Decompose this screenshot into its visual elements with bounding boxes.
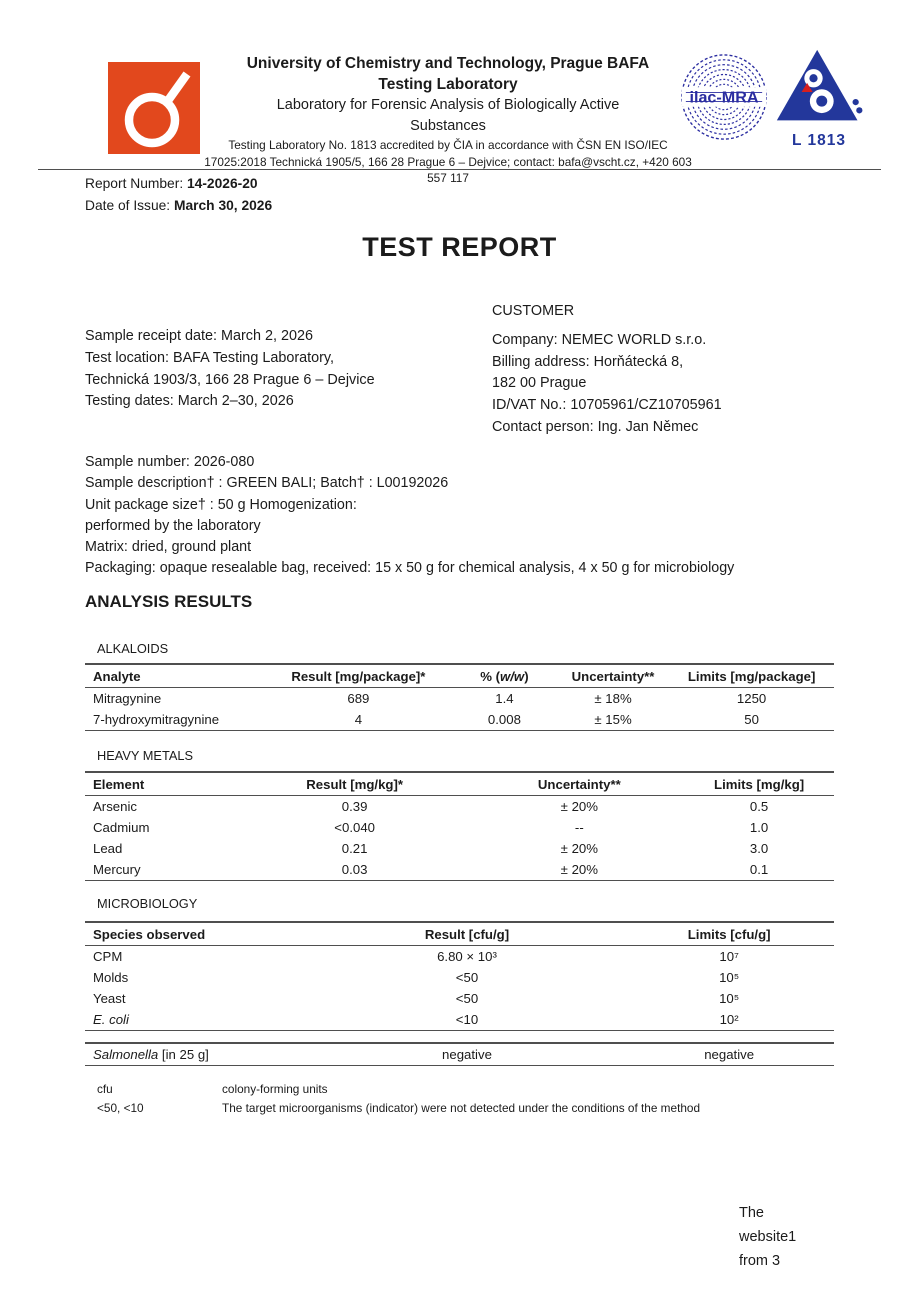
column-header-analyte: Analyte xyxy=(85,664,265,688)
lab-subtitle-line: Substances xyxy=(410,118,486,134)
heavy-metals-table xyxy=(85,771,834,881)
table-cell: 50 xyxy=(744,712,759,727)
table-cell: ± 20% xyxy=(560,799,598,814)
table-cell: ± 18% xyxy=(594,691,632,706)
analysis-results-heading: ANALYSIS RESULTS xyxy=(85,592,253,611)
table-row xyxy=(85,859,834,881)
table-cell: CPM xyxy=(93,949,123,964)
table-cell: 0.03 xyxy=(341,862,368,877)
table-header-row xyxy=(85,772,834,796)
cia-glyph-dot-center xyxy=(809,74,817,82)
ilac-mra-text: ilac-MRA xyxy=(689,88,759,107)
table-cell-species xyxy=(85,1043,310,1066)
header-divider xyxy=(38,169,881,170)
table-cell: 7-hydroxymitragynine xyxy=(93,712,220,727)
column-header-uncertainty: Uncertainty** xyxy=(474,772,684,796)
table-cell: Cadmium xyxy=(93,820,150,835)
date-of-issue-value: March 30, 2026 xyxy=(173,197,273,213)
table-cell: 6.80 × 10³ xyxy=(437,949,497,964)
report-number-value: 14-2026-20 xyxy=(186,176,258,191)
sample-detail-line: Sample number: 2026-080 xyxy=(85,454,255,470)
cia-triangle-logo xyxy=(775,47,863,126)
cia-dot xyxy=(856,107,862,113)
table-cell: 10⁷ xyxy=(719,949,739,964)
microbiology-table xyxy=(85,921,834,1031)
sample-detail-line: Matrix: dried, ground plant xyxy=(85,539,252,556)
salmonella-table xyxy=(85,1042,834,1066)
report-number-line xyxy=(85,173,272,195)
table-cell: <0.040 xyxy=(334,820,375,835)
table-cell: <50 xyxy=(455,970,479,985)
footnote-definition: The target microorganisms (indicator) were not detected under the conditions of the method xyxy=(222,1100,701,1115)
column-header-limits: Limits [mg/kg] xyxy=(684,772,834,796)
sample-info-block xyxy=(85,326,475,413)
table-cell: 1.4 xyxy=(495,691,514,706)
table-cell: 1250 xyxy=(736,691,767,706)
ilac-mra-logo xyxy=(679,52,769,142)
column-header-element: Element xyxy=(85,772,235,796)
report-meta xyxy=(85,173,272,216)
column-header-uncertainty: Uncertainty** xyxy=(557,664,669,688)
lab-subtitle-line: Laboratory for Forensic Analysis of Biologically Active xyxy=(276,97,620,113)
column-header-percent-ww: % (w/w) xyxy=(452,664,557,688)
table-cell: ± 20% xyxy=(560,841,598,856)
table-cell: 0.39 xyxy=(341,799,368,814)
table-cell: negative xyxy=(442,1047,492,1062)
table-cell: 10⁵ xyxy=(719,991,740,1006)
table-cell: 689 xyxy=(347,691,370,706)
footnote-row xyxy=(97,1080,817,1099)
column-header-species: Species observed xyxy=(85,922,310,946)
footnote-term: cfu xyxy=(97,1082,113,1096)
table-cell: 4 xyxy=(354,712,363,727)
accreditation-phone: 557 117 xyxy=(427,171,469,185)
sample-detail-line: Packaging: opaque resealable bag, received: 15 x 50 g for chemical analysis, 4 x 50 g for microbiology xyxy=(85,560,735,577)
table-cell: ± 20% xyxy=(560,862,598,877)
footnote-definition: colony-forming units xyxy=(222,1082,328,1096)
table-row xyxy=(85,817,834,838)
page-title: TEST REPORT xyxy=(362,232,557,262)
table-header-row xyxy=(85,922,834,946)
salmonella-name: Salmonella xyxy=(93,1047,159,1062)
table-cell: -- xyxy=(574,820,584,835)
table-cell: negative xyxy=(704,1047,755,1062)
customer-line: ID/VAT No.: 10705961/CZ10705961 xyxy=(492,397,722,414)
alkaloids-label: ALKALOIDS xyxy=(97,641,169,656)
table-cell: Mercury xyxy=(93,862,141,877)
lab-header xyxy=(170,54,726,187)
table-cell: E. coli xyxy=(93,1012,129,1027)
customer-line: Contact person: Ing. Jan Němec xyxy=(492,418,699,435)
sample-info-line: Testing dates: March 2–30, 2026 xyxy=(85,393,294,410)
table-cell: Mitragynine xyxy=(93,691,162,706)
cia-accreditation-mark xyxy=(774,47,864,150)
footnotes-block xyxy=(97,1080,817,1117)
table-row xyxy=(85,988,834,1009)
column-header-limits: Limits [mg/package] xyxy=(669,664,834,688)
customer-line: Billing address: Horňátecká 8, xyxy=(492,353,684,370)
sample-details-block xyxy=(85,452,875,580)
table-row xyxy=(85,688,834,710)
heavy-metals-label: HEAVY METALS xyxy=(97,748,194,763)
column-header-result: Result [mg/package]* xyxy=(265,664,452,688)
cia-glyph-loop-center xyxy=(816,96,827,107)
customer-heading: CUSTOMER xyxy=(492,303,575,319)
page-footer xyxy=(739,1201,796,1273)
sample-detail-line: performed by the laboratory xyxy=(85,517,261,534)
table-cell: 10⁵ xyxy=(719,970,740,985)
table-row xyxy=(85,967,834,988)
lab-title-line: University of Chemistry and Technology, Prague BAFA xyxy=(246,55,650,72)
footer-line: website1 xyxy=(739,1229,797,1245)
table-cell: Molds xyxy=(93,970,129,985)
footer-line: The xyxy=(739,1205,764,1221)
date-of-issue-line xyxy=(85,195,272,217)
table-cell: Lead xyxy=(93,841,123,856)
sample-info-line: Test location: BAFA Testing Laboratory, xyxy=(85,349,335,366)
customer-block xyxy=(492,301,852,439)
table-cell: <10 xyxy=(455,1012,479,1027)
table-row xyxy=(85,709,834,731)
salmonella-qualifier: [in 25 g] xyxy=(158,1047,209,1062)
column-header-result: Result [mg/kg]* xyxy=(235,772,475,796)
table-cell: 0.21 xyxy=(341,841,368,856)
accreditation-line: 17025:2018 Technická 1905/5, 166 28 Prague 6 – Dejvice; contact: bafa@vscht.cz, +420 603 xyxy=(204,154,692,169)
column-header-limits: Limits [cfu/g] xyxy=(624,922,834,946)
footnote-term: <50, <10 xyxy=(97,1100,144,1115)
customer-line: Company: NEMEC WORLD s.r.o. xyxy=(492,331,707,348)
sample-info-line: Technická 1903/3, 166 28 Prague 6 – Dejvice xyxy=(85,371,375,388)
table-cell: <50 xyxy=(455,991,479,1006)
sample-detail-line: Unit package size† : 50 g Homogenization: xyxy=(85,496,357,513)
table-cell: 3.0 xyxy=(749,841,769,856)
customer-line: 182 00 Prague xyxy=(492,375,587,392)
alkaloids-table xyxy=(85,663,834,731)
footer-line: from 3 xyxy=(739,1253,781,1269)
microbiology-label: MICROBIOLOGY xyxy=(97,896,198,911)
column-header-result: Result [cfu/g] xyxy=(310,922,625,946)
table-header-row xyxy=(85,664,834,688)
footnote-row xyxy=(97,1099,817,1118)
table-cell: 0.5 xyxy=(749,799,769,814)
table-row xyxy=(85,796,834,818)
sample-info-line: Sample receipt date: March 2, 2026 xyxy=(85,328,313,344)
table-cell: ± 15% xyxy=(594,712,632,727)
table-cell: Yeast xyxy=(93,991,126,1006)
cia-accreditation-code: L 1813 xyxy=(792,132,846,149)
table-row xyxy=(85,1009,834,1031)
table-row xyxy=(85,838,834,859)
sample-detail-line: Sample description† : GREEN BALI; Batch† : L00192026 xyxy=(85,475,449,492)
accreditation-line: Testing Laboratory No. 1813 accredited by ČIA in accordance with ČSN EN ISO/IEC xyxy=(228,138,668,152)
table-cell: 0.1 xyxy=(749,862,769,877)
table-cell: 1.0 xyxy=(749,820,769,835)
cia-dot xyxy=(853,99,859,105)
date-of-issue-label: Date of Issue: xyxy=(85,197,174,213)
table-row xyxy=(85,1043,834,1066)
table-row xyxy=(85,946,834,968)
table-cell: 0.008 xyxy=(487,712,521,727)
lab-title-line: Testing Laboratory xyxy=(378,75,518,93)
table-cell: Arsenic xyxy=(93,799,137,814)
report-number-label: Report Number: xyxy=(85,176,187,191)
table-cell: 10² xyxy=(719,1012,739,1027)
